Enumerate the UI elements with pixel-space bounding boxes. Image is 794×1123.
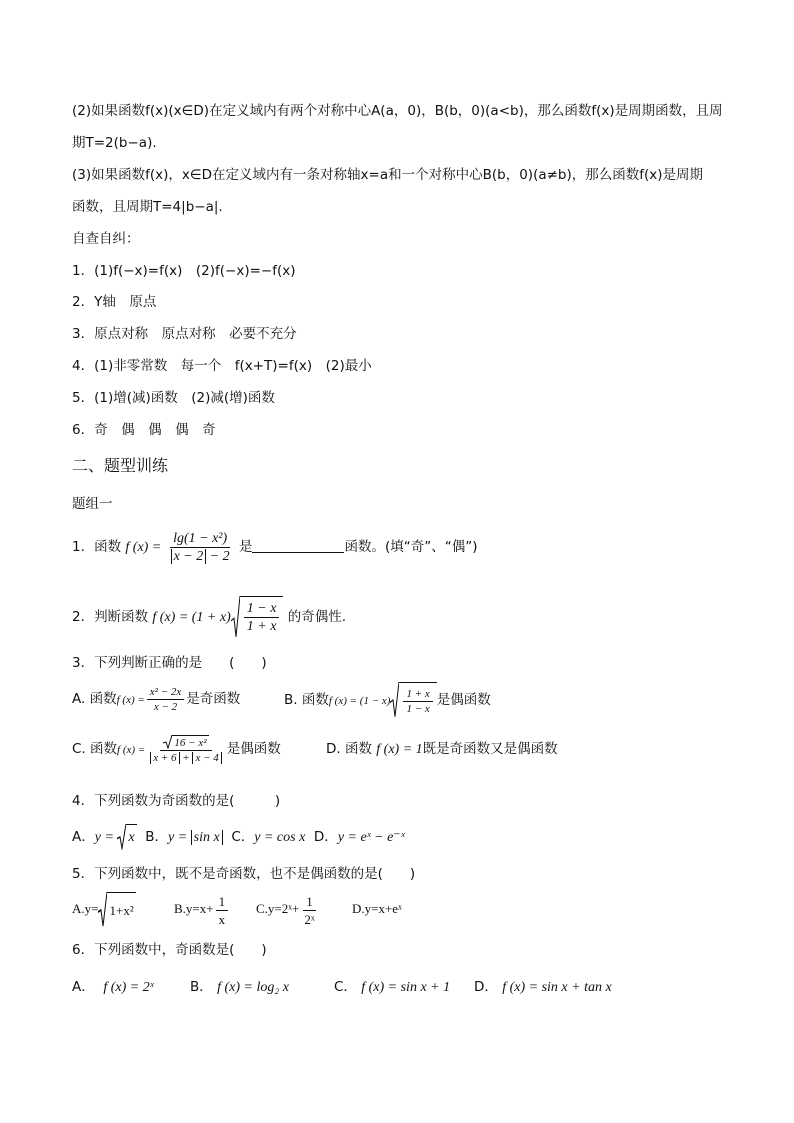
q1-after: 是 <box>238 539 253 555</box>
q6-d-label: D． <box>474 979 498 995</box>
property-3-line-1: (3)如果函数f(x)，x∈D在定义域内有一条对称轴x=a和一个对称中心B(b，0)(a≠b)，那么函数f(x)是周期 <box>72 167 704 183</box>
q5-c-den: 2ˣ <box>304 911 315 927</box>
radical-icon <box>117 824 126 850</box>
self-check-item-6: 6．奇 偶 偶 偶 奇 <box>72 422 216 438</box>
q2-expr: f (x) = (1 + x) <box>152 610 231 625</box>
q5-b-num: 1 <box>216 894 229 911</box>
property-2-line-1: (2)如果函数f(x)(x∈D)在定义域内有两个对称中心A(a，0)，B(b，0)(a<b)，那么函数f(x)是周期函数，且周 <box>72 103 723 119</box>
q2-tail: 的奇偶性. <box>287 609 347 625</box>
group-label: 题组一 <box>72 496 113 512</box>
q4-d-expr: y = eˣ − e⁻ˣ <box>337 830 405 845</box>
q1-numerator: lg(1 − x²) <box>170 531 230 548</box>
q3-d-fx: f (x) = 1 <box>376 742 423 757</box>
self-check-item-1: 1．(1)f(−x)=f(x) (2)f(−x)=−f(x) <box>72 263 296 279</box>
q5-a-rad: 1+x² <box>107 892 135 928</box>
q5-option-b[interactable] <box>174 892 230 927</box>
q3-c-den-1: x + 6 <box>150 752 179 764</box>
q2-denominator: 1 + x <box>246 619 277 635</box>
q4-option-b[interactable] <box>141 829 223 845</box>
q4-c-label: C． <box>231 829 255 845</box>
q3-option-b[interactable] <box>284 682 491 718</box>
q1-fx: f (x) = <box>125 540 162 555</box>
question-5-stem: 5．下列函数中，既不是奇函数，也不是偶函数的是( ) <box>72 866 416 882</box>
question-4-options <box>72 824 754 850</box>
q1-tail: 函数。(填“奇”、“偶”) <box>344 539 478 555</box>
q4-b-label: B． <box>145 829 168 845</box>
q3-d-tail: 既是奇函数又是偶函数 <box>422 741 558 757</box>
q4-d-label: D． <box>313 829 338 845</box>
q5-option-a[interactable] <box>72 892 136 928</box>
q1-den-rest: − 2 <box>209 548 230 564</box>
q5-b-den: x <box>218 911 226 927</box>
q4-a-rad: x <box>126 824 136 850</box>
question-4-stem: 4．下列函数为奇函数的是( ) <box>72 793 281 809</box>
q6-d-expr: f (x) = sin x + tan x <box>502 980 612 995</box>
q4-b-abs: sin x <box>191 830 223 845</box>
q5-option-d[interactable]: D.y=x+eˣ <box>352 901 402 916</box>
q3-b-sqrt <box>390 682 436 718</box>
self-check-title: 自查自纠： <box>72 231 140 247</box>
question-2 <box>72 596 754 638</box>
q5-option-c[interactable] <box>256 892 320 927</box>
q1-denominator <box>168 548 233 564</box>
q4-a-label: A． <box>72 829 95 845</box>
q3-a-label: A. 函数 <box>72 691 117 707</box>
q3-a-fraction <box>147 686 185 713</box>
q4-c-expr: y = cos x <box>254 830 306 845</box>
radical-icon <box>231 596 240 638</box>
question-1 <box>72 527 754 568</box>
q5-c-pre: C.y=2ˣ+ <box>256 901 300 916</box>
q3-c-fraction: $\frac{\text{16 − x²}}{x + 6 + x - 4}$ <box>147 735 225 764</box>
radical-icon <box>390 682 399 718</box>
q3-a-fx: f (x) = <box>116 694 145 706</box>
q6-b-label: B． <box>190 979 213 995</box>
q3-c-label: C. 函数 <box>72 741 118 757</box>
q4-a-sqrt <box>117 824 136 850</box>
q3-b-tail: 是偶函数 <box>436 692 491 708</box>
q6-option-a[interactable] <box>72 976 154 999</box>
q3-c-den-2: x − 4 <box>192 752 221 764</box>
q4-b-expr: y = <box>168 830 191 845</box>
q3-option-c[interactable] <box>72 730 281 769</box>
question-3-stem: 3．下列判断正确的是 ( ) <box>72 655 267 671</box>
section-heading: 二、题型训练 <box>72 456 169 475</box>
self-check-item-5: 5．(1)增(减)函数 (2)减(增)函数 <box>72 390 275 406</box>
q3-a-den: x − 2 <box>153 700 178 713</box>
self-check-item-4: 4．(1)非零常数 每一个 f(x+T)=f(x) (2)最小 <box>72 358 372 374</box>
q6-c-label: C． <box>334 979 357 995</box>
q3-a-tail: 是奇函数 <box>186 691 241 707</box>
property-2-line-2: 期T=2(b−a). <box>72 135 157 151</box>
q3-b-num: 1 + x <box>403 688 432 702</box>
q3-b-den: 1 − x <box>406 702 430 715</box>
q3-b-label: B. 函数 <box>284 692 329 708</box>
self-check-item-3: 3．原点对称 原点对称 必要不充分 <box>72 326 297 342</box>
q4-a-expr: y = <box>94 830 118 845</box>
self-check-item-2: 2．Y轴 原点 <box>72 294 157 310</box>
q1-fraction <box>168 531 233 564</box>
q3-c-fx: f (x) = <box>117 744 146 756</box>
q6-b-expr: f (x) = log₂ x <box>217 980 289 995</box>
property-3-line-2: 函数，且周期T=4|b−a|. <box>72 199 223 215</box>
q5-a-pre: A.y= <box>72 901 99 916</box>
q1-den-abs: x − 2 <box>171 549 207 564</box>
radical-icon <box>98 892 107 928</box>
q4-option-a[interactable] <box>72 829 137 845</box>
q3-a-num: x² − 2x <box>147 686 185 700</box>
q6-option-d[interactable] <box>474 976 612 999</box>
q2-sqrt <box>231 596 284 638</box>
q3-option-d[interactable] <box>326 730 558 769</box>
q4-option-c[interactable] <box>227 829 305 845</box>
q6-c-expr: f (x) = sin x + 1 <box>361 980 451 995</box>
q3-d-label: D. 函数 <box>326 741 372 757</box>
q2-label: 2．判断函数 <box>72 609 149 625</box>
question-6-stem: 6．下列函数中，奇函数是( ) <box>72 942 267 958</box>
q4-option-d[interactable] <box>310 829 405 845</box>
q3-option-a[interactable] <box>72 682 240 717</box>
q6-a-label: A． <box>72 979 95 995</box>
q5-b-pre: B.y=x+ <box>174 901 214 916</box>
q5-c-num: 1 <box>303 894 316 911</box>
radical-icon <box>163 735 172 749</box>
q3-c-num: 16 − x² <box>174 736 207 749</box>
q6-option-b[interactable] <box>190 976 289 999</box>
q2-numerator: 1 − x <box>244 601 280 618</box>
q3-b-fx: f (x) = (1 − x) <box>328 695 391 707</box>
q3-c-tail: 是偶函数 <box>226 741 281 757</box>
q6-option-c[interactable] <box>334 976 450 999</box>
q1-label: 1．函数 <box>72 539 122 555</box>
q6-a-expr: f (x) = 2ˣ <box>103 980 154 995</box>
q1-answer-blank[interactable] <box>252 538 344 553</box>
